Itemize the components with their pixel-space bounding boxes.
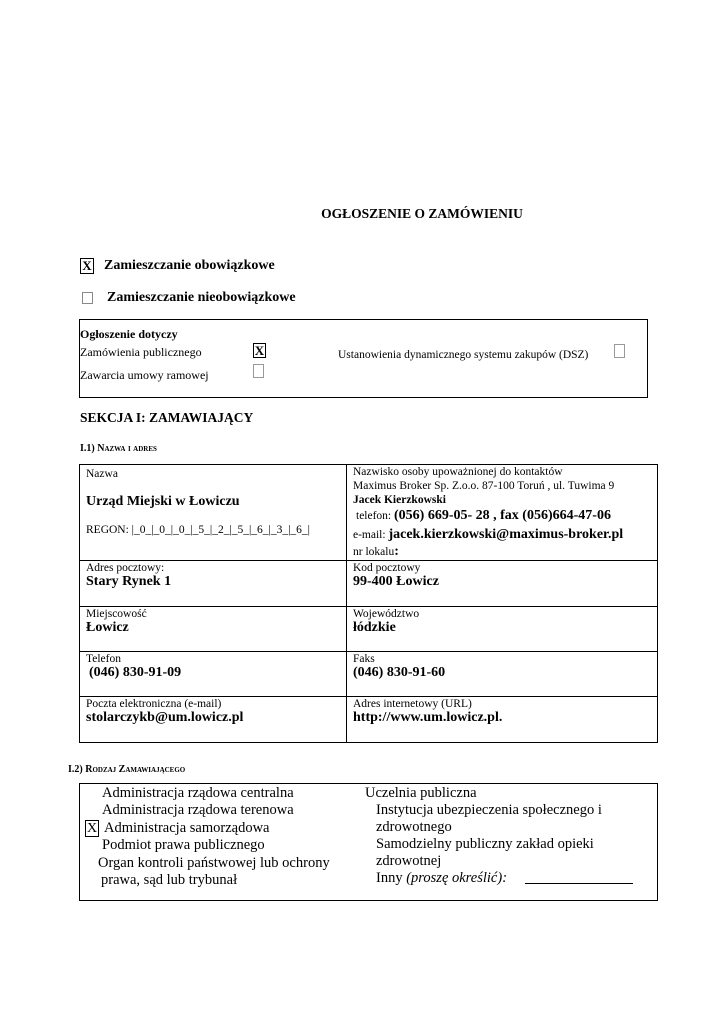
type-other-input[interactable] (525, 883, 633, 884)
room-prefix: nr lokalu (353, 546, 395, 558)
type-option-local-government[interactable]: Administracja samorządowa (104, 820, 270, 836)
fax: (046) 830-91-60 (353, 665, 446, 680)
section-1-1-label: Nazwa i adres (97, 443, 157, 454)
type-option-university[interactable]: Uczelnia publiczna (365, 785, 477, 801)
province: łódzkie (353, 620, 396, 635)
mandatory-label: Zamieszczanie obowiązkowe (104, 258, 275, 273)
postal-address-cell (80, 561, 347, 607)
optional-placement[interactable] (80, 290, 296, 306)
phone-label: Telefon (86, 653, 121, 665)
contact-email-line (353, 525, 651, 545)
section-1-1-heading (80, 443, 157, 454)
contracting-authority-table (79, 464, 658, 743)
city: Łowicz (86, 620, 129, 635)
type-option-healthcare-cont: zdrowotnej (376, 853, 442, 869)
contact-phone-line (353, 507, 651, 525)
mandatory-placement[interactable] (80, 258, 275, 274)
contact-phone: (056) 669-05- 28 , fax (056)664-47-06 (394, 508, 611, 523)
url-label: Adres internetowy (URL) (353, 698, 472, 710)
authority-name: Urząd Miejski w Łowiczu (86, 494, 240, 509)
contact-cell (347, 465, 658, 561)
framework-label: Zawarcia umowy ramowej (80, 368, 209, 382)
type-option-public-law[interactable]: Podmiot prawa publicznego (102, 837, 265, 853)
public-order-checkbox[interactable]: X (254, 343, 265, 358)
room-line (353, 545, 651, 559)
type-option-central[interactable]: Administracja rządowa centralna (102, 785, 294, 801)
page-title: OGŁOSZENIE O ZAMÓWIENIU (321, 206, 523, 221)
name-cell (80, 465, 347, 561)
contact-email[interactable]: jacek.kierzkowski@maximus-broker.pl (388, 527, 624, 542)
fax-label: Faks (353, 653, 375, 665)
optional-checkbox[interactable] (82, 292, 93, 304)
type-option-other-hint: (proszę określić): (406, 870, 508, 886)
postal-code: 99-400 Łowicz (353, 574, 439, 589)
postal-address: Stary Rynek 1 (86, 574, 172, 589)
type-option-other-label: Inny (376, 870, 407, 886)
contact-person: Jacek Kierzkowski (353, 494, 446, 506)
type-option-healthcare[interactable]: Samodzielny publiczny zakład opieki (376, 836, 594, 852)
fax-cell (347, 652, 658, 697)
type-option-other[interactable] (376, 870, 507, 887)
contact-company: Maximus Broker Sp. Z.o.o. 87-100 Toruń , ul. Tuwima 9 (353, 480, 615, 492)
city-cell (80, 607, 347, 652)
optional-label: Zamieszczanie nieobowiązkowe (107, 290, 296, 305)
postal-code-cell (347, 561, 658, 607)
url[interactable]: http://www.um.lowicz.pl. (353, 710, 503, 725)
notice-panel (79, 319, 648, 398)
province-label: Województwo (353, 608, 420, 620)
section-1-1-number: I.1) (80, 443, 98, 454)
mandatory-checkbox[interactable]: X (80, 258, 94, 274)
section-1-2-label: Rodzaj Zamawiającego (85, 764, 186, 775)
email[interactable]: stolarczykb@um.lowicz.pl (86, 710, 244, 725)
type-selected-checkbox[interactable]: X (86, 821, 98, 836)
type-option-insurance-cont: zdrowotnego (376, 819, 452, 835)
room-value: : (394, 544, 399, 559)
phone: (046) 830-91-09 (89, 665, 182, 680)
dsz-label: Ustanowienia dynamicznego systemu zakupów (DSZ) (338, 349, 589, 361)
type-option-insurance[interactable]: Instytucja ubezpieczenia społecznego i (376, 802, 602, 818)
contact-email-prefix: e-mail: (353, 529, 389, 541)
name-label: Nazwa (86, 468, 118, 480)
postal-address-label: Adres pocztowy: (86, 562, 165, 574)
province-cell (347, 607, 658, 652)
public-order-label: Zamówienia publicznego (80, 345, 202, 359)
city-label: Miejscowość (86, 608, 147, 620)
contact-label: Nazwisko osoby upoważnionej do kontaktów (353, 466, 563, 478)
section-1-2-heading (68, 764, 185, 775)
email-cell (80, 697, 347, 743)
notice-heading: Ogłoszenie dotyczy (80, 327, 178, 341)
authority-type-box (79, 783, 658, 901)
section-1-2-number: I.2) (68, 764, 86, 775)
framework-checkbox[interactable] (253, 364, 264, 378)
regon: REGON: |_0_|_0_|_0_|_5_|_2_|_5_|_6_|_3_|_6_| (86, 524, 310, 536)
url-cell (347, 697, 658, 743)
contact-phone-prefix: telefon: (356, 510, 394, 522)
type-option-state-control-cont: prawa, sąd lub trybunał (101, 872, 238, 888)
postal-code-label: Kod pocztowy (353, 562, 421, 574)
email-label: Poczta elektroniczna (e-mail) (86, 698, 222, 710)
type-option-state-control[interactable]: Organ kontroli państwowej lub ochrony (98, 855, 330, 871)
dsz-checkbox[interactable] (614, 344, 625, 358)
section-1-heading: SEKCJA I: ZAMAWIAJĄCY (80, 410, 254, 425)
phone-cell (80, 652, 347, 697)
type-option-territorial[interactable]: Administracja rządowa terenowa (102, 802, 294, 818)
